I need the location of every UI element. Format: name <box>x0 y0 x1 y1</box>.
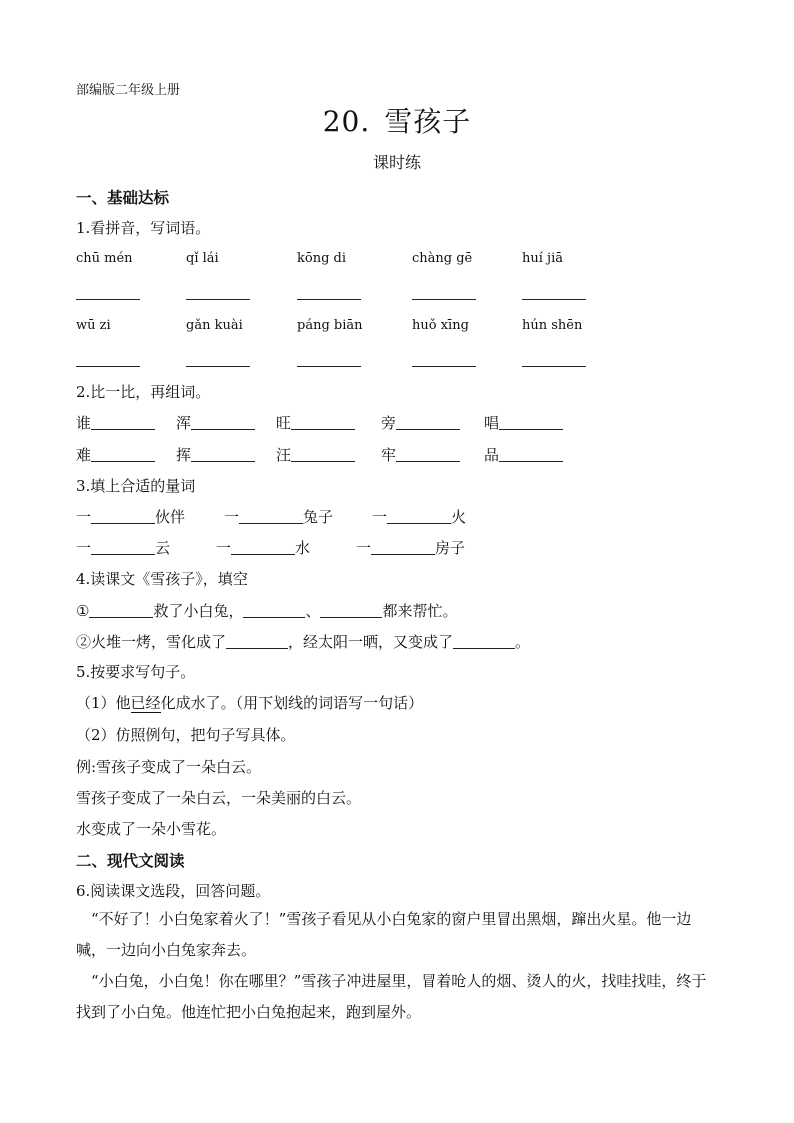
text: ②火堆一烤，雪化成了 <box>76 633 227 651</box>
answer-blank[interactable] <box>320 603 382 618</box>
char: 谁 <box>76 414 92 432</box>
pinyin-item: chàng gē <box>412 251 473 266</box>
noun: 房子 <box>435 539 466 557</box>
prefix: 一 <box>216 539 232 557</box>
answer-blank[interactable] <box>186 299 250 300</box>
pinyin-item: qǐ lái <box>186 251 219 266</box>
q6-label: 6.阅读课文选段，回答问题。 <box>76 882 271 900</box>
answer-blank[interactable] <box>499 415 563 430</box>
answer-blank[interactable] <box>191 415 255 430</box>
answer-blank[interactable] <box>396 415 460 430</box>
q5-label: 5.按要求写句子。 <box>76 663 196 681</box>
lesson-title <box>0 100 794 140</box>
noun: 火 <box>451 508 467 526</box>
char: 汪 <box>276 446 292 464</box>
answer-blank[interactable] <box>387 509 451 524</box>
answer-blank[interactable] <box>453 634 515 649</box>
answer-blank[interactable] <box>243 603 305 618</box>
answer-blanks-row-1 <box>0 299 794 301</box>
prefix: 一 <box>76 539 92 557</box>
text: 、 <box>305 602 321 620</box>
answer-blank[interactable] <box>76 299 140 300</box>
reading-paragraph-1: “不好了！小白兔家着火了！”雪孩子看见从小白兔家的窗户里冒出黑烟，蹿出火星。他一边喊，一边向小白兔家奔去。 <box>76 910 692 959</box>
answer-blank[interactable] <box>499 447 563 462</box>
answer-blank[interactable] <box>291 415 355 430</box>
subtitle: 课时练 <box>372 153 421 172</box>
prefix: 一 <box>224 508 240 526</box>
answer-blank[interactable] <box>291 447 355 462</box>
pinyin-item: chū mén <box>76 251 133 266</box>
answer-blank[interactable] <box>91 447 155 462</box>
underlined-word: 已经 <box>130 694 161 712</box>
text: 。 <box>515 633 531 651</box>
text: （1）他 <box>76 694 131 712</box>
q3-label: 3.填上合适的量词 <box>76 477 196 495</box>
char: 挥 <box>176 446 192 464</box>
text: 救了小白兔， <box>153 602 244 620</box>
q1-label: 1.看拼音，写词语。 <box>76 219 211 237</box>
char: 旺 <box>276 414 292 432</box>
answer-blank[interactable] <box>371 540 435 555</box>
answer-blank[interactable] <box>191 447 255 462</box>
q4-line-2 <box>76 631 530 652</box>
char: 品 <box>484 446 500 464</box>
char: 牢 <box>381 446 397 464</box>
reading-paragraph-2: “小白兔，小白兔！你在哪里？”雪孩子冲进屋里，冒着呛人的烟、烫人的火，找哇找哇，终于找到了小白兔。他连忙把小白兔抱起来，跑到屋外。 <box>76 972 707 1021</box>
answer-blank[interactable] <box>91 509 155 524</box>
text: 化成水了。（用下划线的词语写一句话） <box>160 694 424 712</box>
answer-blank[interactable] <box>396 447 460 462</box>
answer-blank[interactable] <box>186 366 250 367</box>
q2-label: 2.比一比，再组词。 <box>76 383 211 401</box>
section-heading-basics: 一、基础达标 <box>76 188 170 207</box>
q4-label: 4.读课文《雪孩子》，填空 <box>76 570 248 588</box>
noun: 云 <box>155 539 171 557</box>
pinyin-item: huí jiā <box>522 251 563 266</box>
answer-blank[interactable] <box>522 299 586 300</box>
answer-blank[interactable] <box>522 366 586 367</box>
pinyin-item: wū zi <box>76 318 111 333</box>
answer-blank[interactable] <box>89 603 153 618</box>
answer-blank[interactable] <box>226 634 288 649</box>
pinyin-item: huǒ xīng <box>412 318 469 333</box>
text: 都来帮忙。 <box>382 602 458 620</box>
answer-blank[interactable] <box>297 366 361 367</box>
grade-header: 部编版二年级上册 <box>76 83 181 98</box>
pinyin-item: páng biān <box>297 318 363 333</box>
prefix: 一 <box>356 539 372 557</box>
q5-task: 水变成了一朵小雪花。 <box>76 820 227 838</box>
circle-number: ① <box>76 602 90 620</box>
noun: 伙伴 <box>155 508 186 526</box>
lesson-name: 雪孩子 <box>384 105 472 138</box>
prefix: 一 <box>76 508 92 526</box>
pinyin-item: hún shēn <box>522 318 583 333</box>
char: 唱 <box>484 414 500 432</box>
answer-blanks-row-2 <box>0 366 794 368</box>
char: 浑 <box>176 414 192 432</box>
answer-blank[interactable] <box>239 509 303 524</box>
answer-blank[interactable] <box>297 299 361 300</box>
pinyin-item: kōng di <box>297 251 347 266</box>
answer-blank[interactable] <box>231 540 295 555</box>
section-heading-reading: 二、现代文阅读 <box>76 851 185 870</box>
answer-blank[interactable] <box>91 415 155 430</box>
q4-line-1 <box>76 600 458 621</box>
q5-sub-2: （2）仿照例句，把句子写具体。 <box>76 726 296 744</box>
answer-blank[interactable] <box>76 366 140 367</box>
noun: 兔子 <box>303 508 334 526</box>
prefix: 一 <box>372 508 388 526</box>
noun: 水 <box>295 539 311 557</box>
answer-blank[interactable] <box>412 366 476 367</box>
q5-example: 例:雪孩子变成了一朵白云。 <box>76 758 262 776</box>
text: ，经太阳一晒，又变成了 <box>288 633 454 651</box>
pinyin-item: gǎn kuài <box>186 318 243 333</box>
char: 旁 <box>381 414 397 432</box>
lesson-number: 20. <box>322 105 371 138</box>
q5-example-answer: 雪孩子变成了一朵白云，一朵美丽的白云。 <box>76 789 362 807</box>
answer-blank[interactable] <box>91 540 155 555</box>
q5-sub-1 <box>76 692 423 713</box>
answer-blank[interactable] <box>412 299 476 300</box>
char: 难 <box>76 446 92 464</box>
